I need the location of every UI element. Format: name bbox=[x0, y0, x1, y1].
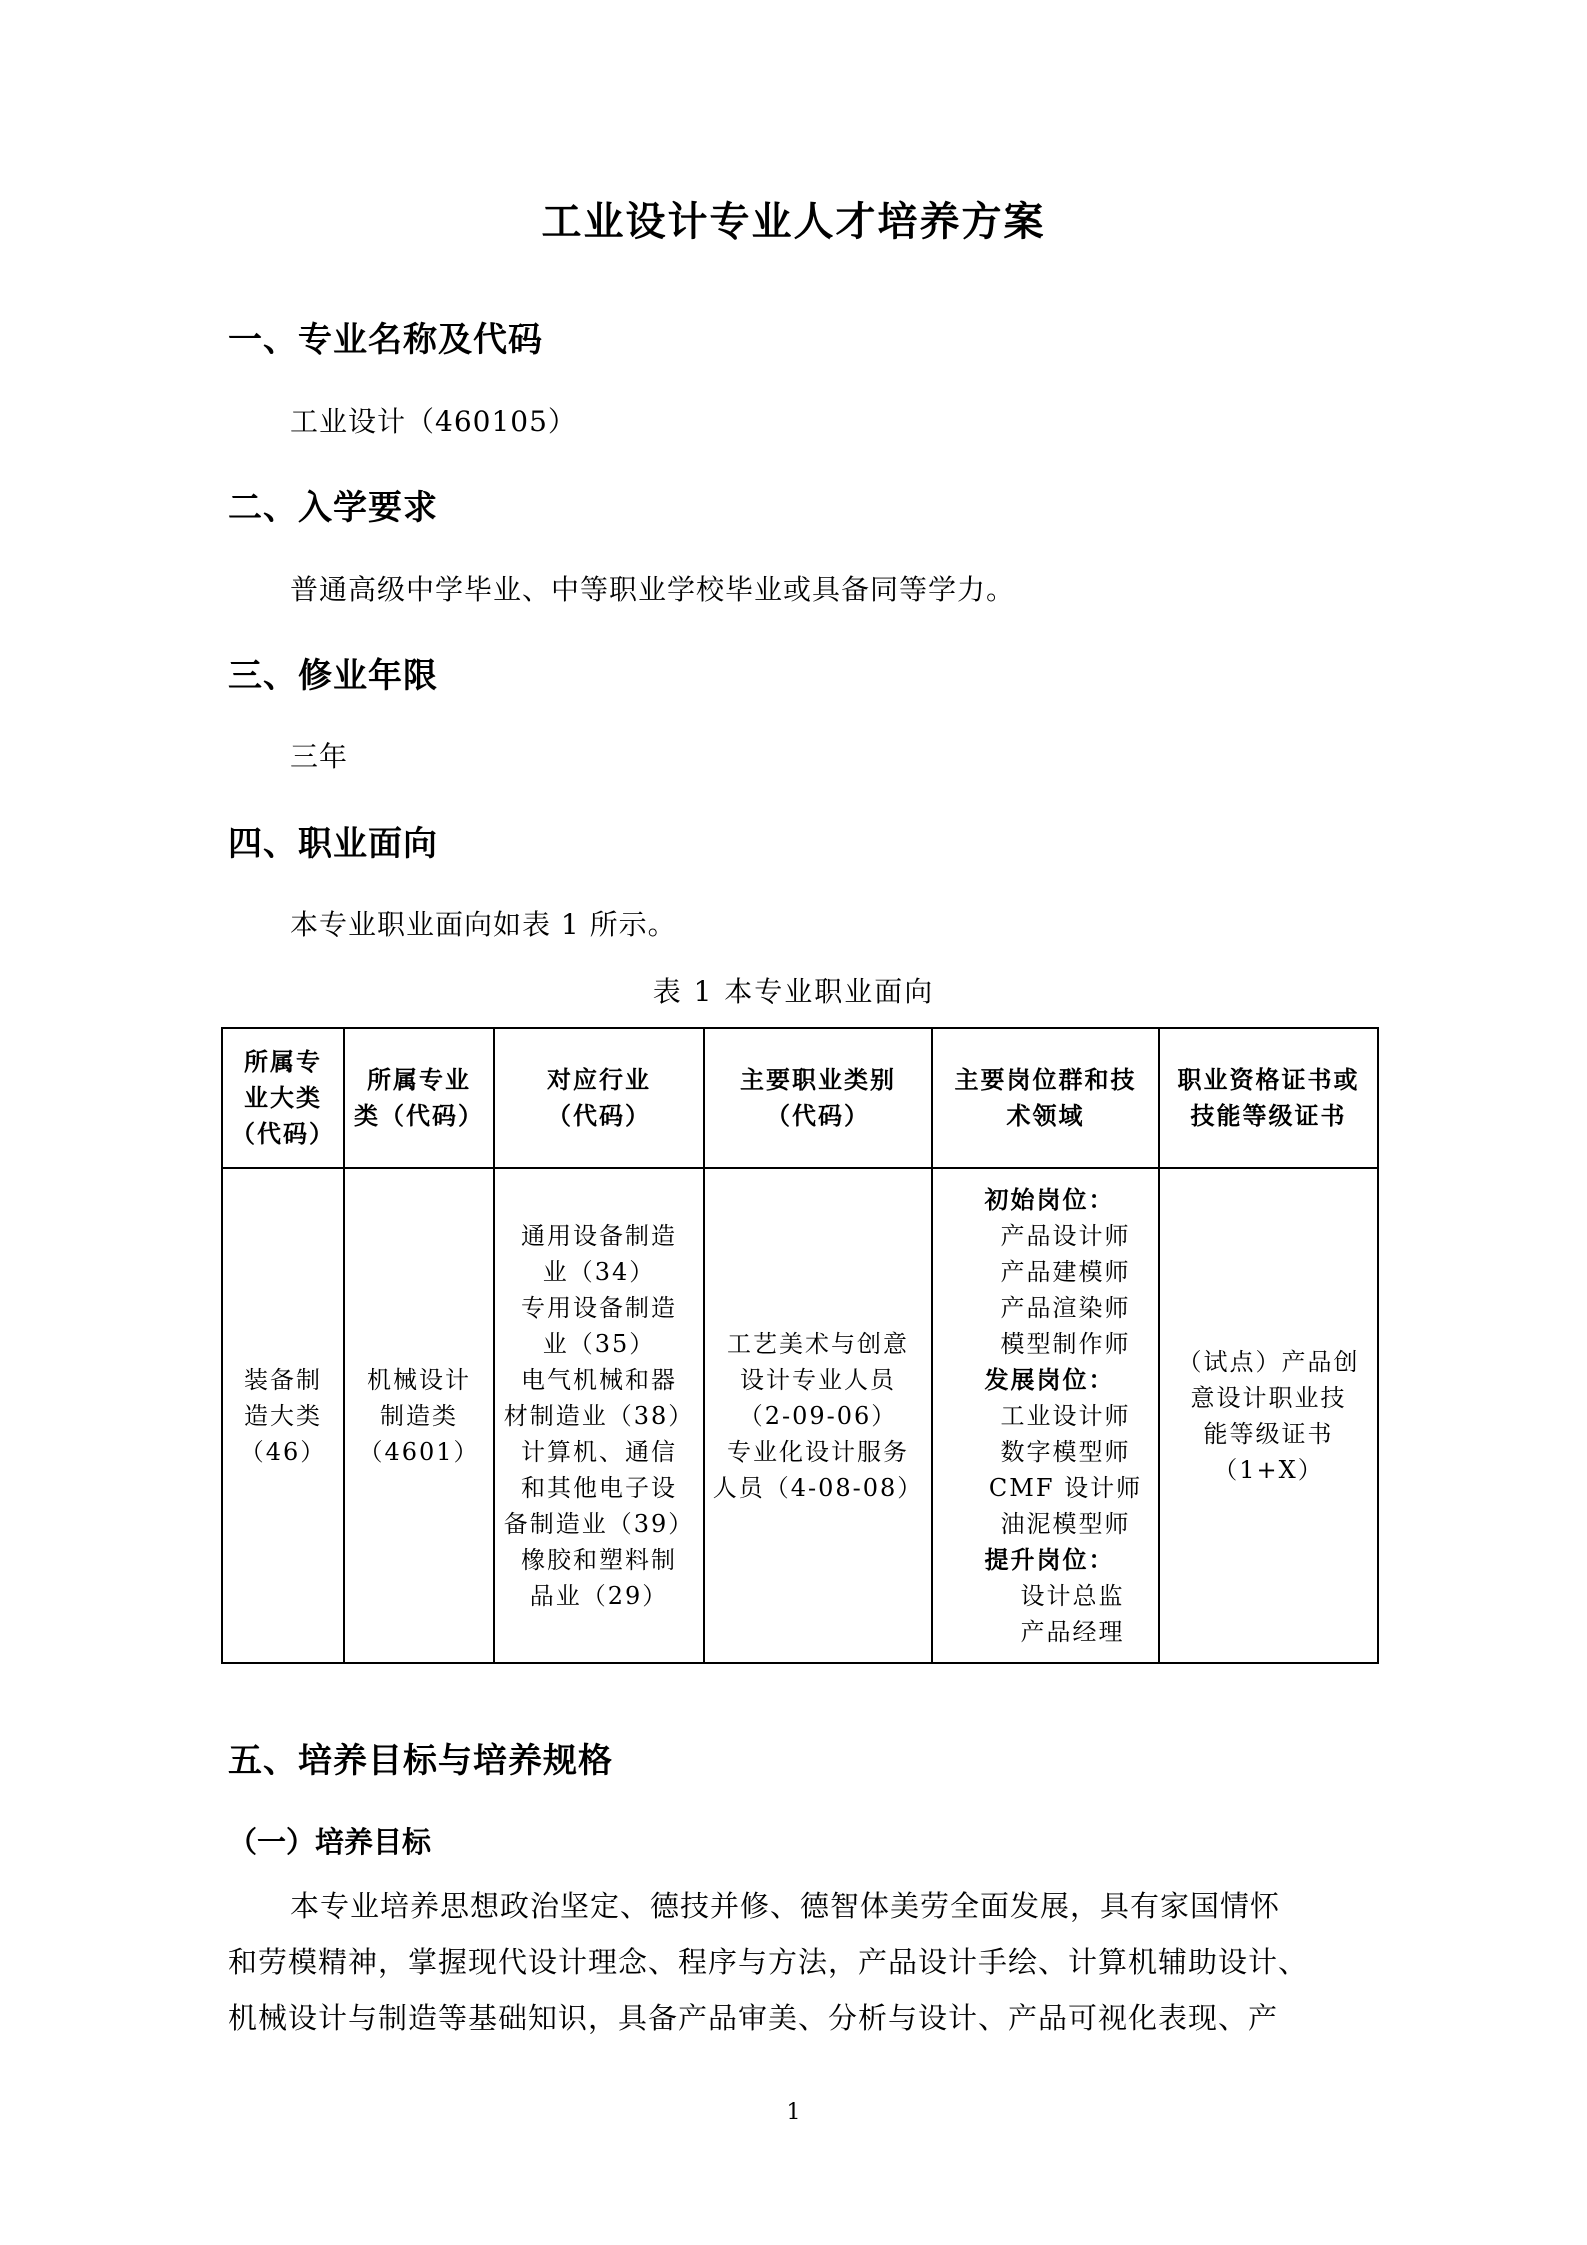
section-heading-3: 三、修业年限 bbox=[228, 656, 438, 696]
page-number: 1 bbox=[786, 2100, 801, 2125]
section-heading-1: 一、专业名称及代码 bbox=[228, 320, 543, 360]
list-item: 设计总监 bbox=[1020, 1581, 1125, 1610]
list-item: CMF 设计师 bbox=[988, 1473, 1143, 1502]
initial-positions-label: 初始岗位： bbox=[984, 1185, 1115, 1214]
list-item: 工业设计师 bbox=[1000, 1401, 1131, 1430]
header-major-category: 所属专 业大类 （代码） bbox=[222, 1028, 344, 1168]
career-intro: 本专业职业面向如表 1 所示。 bbox=[290, 908, 677, 941]
table-row bbox=[222, 1168, 1378, 1663]
list-item: 产品建模师 bbox=[1000, 1257, 1131, 1286]
subsection-heading-goal: （一）培养目标 bbox=[228, 1825, 432, 1859]
cell-major-class: 机械设计 制造类 （4601） bbox=[344, 1168, 494, 1663]
list-item: 产品渲染师 bbox=[1000, 1293, 1131, 1322]
section-heading-5: 五、培养目标与培养规格 bbox=[228, 1741, 613, 1781]
list-item: 模型制作师 bbox=[1000, 1329, 1131, 1358]
list-item: 产品设计师 bbox=[1000, 1221, 1131, 1250]
cell-certificates: （试点）产品创 意设计职业技 能等级证书 （1+X） bbox=[1159, 1168, 1378, 1663]
cell-occupation: 工艺美术与创意 设计专业人员 （2-09-06） 专业化设计服务 人员（4-08-08） bbox=[704, 1168, 932, 1663]
promotion-positions-label: 提升岗位： bbox=[984, 1545, 1115, 1574]
header-industry: 对应行业 （代码） bbox=[494, 1028, 704, 1168]
list-item: 产品经理 bbox=[1020, 1617, 1125, 1646]
document-title: 工业设计专业人才培养方案 bbox=[541, 199, 1046, 245]
list-item: 数字模型师 bbox=[1000, 1437, 1131, 1466]
section-heading-2: 二、入学要求 bbox=[228, 488, 438, 528]
study-duration: 三年 bbox=[290, 740, 349, 773]
career-orientation-table bbox=[221, 1027, 1379, 1664]
list-item: 油泥模型师 bbox=[1000, 1509, 1131, 1538]
training-goal-text: 本专业培养思想政治坚定、德技并修、德智体美劳全面发展，具有家国情怀 和劳模精神，掌握现代设计理念、程序与方法，产品设计手绘、计算机辅助设计、 机械设计与制造等基础知识，具备产品审美、分析与设计、产品可视化表现、产 bbox=[228, 1889, 1309, 2035]
section-heading-4: 四、职业面向 bbox=[228, 824, 438, 864]
table-header-row bbox=[222, 1028, 1378, 1168]
header-occupation: 主要职业类别 （代码） bbox=[704, 1028, 932, 1168]
header-certificates: 职业资格证书或 技能等级证书 bbox=[1159, 1028, 1378, 1168]
cell-positions bbox=[932, 1168, 1159, 1663]
header-positions: 主要岗位群和技 术领域 bbox=[932, 1028, 1159, 1168]
admission-requirement: 普通高级中学毕业、中等职业学校毕业或具备同等学力。 bbox=[290, 573, 1016, 606]
development-positions-label: 发展岗位： bbox=[984, 1365, 1115, 1394]
major-name-code: 工业设计（460105） bbox=[290, 405, 577, 438]
cell-industry: 通用设备制造 业（34） 专用设备制造 业（35） 电气机械和器 材制造业（38） 计算机、通信 和其他电子设 备制造业（39） 橡胶和塑料制 品业（29） bbox=[494, 1168, 704, 1663]
table-caption: 表 1 本专业职业面向 bbox=[652, 975, 935, 1008]
cell-major-category: 装备制 造大类 （46） bbox=[222, 1168, 344, 1663]
header-major-class: 所属专业 类（代码） bbox=[344, 1028, 494, 1168]
